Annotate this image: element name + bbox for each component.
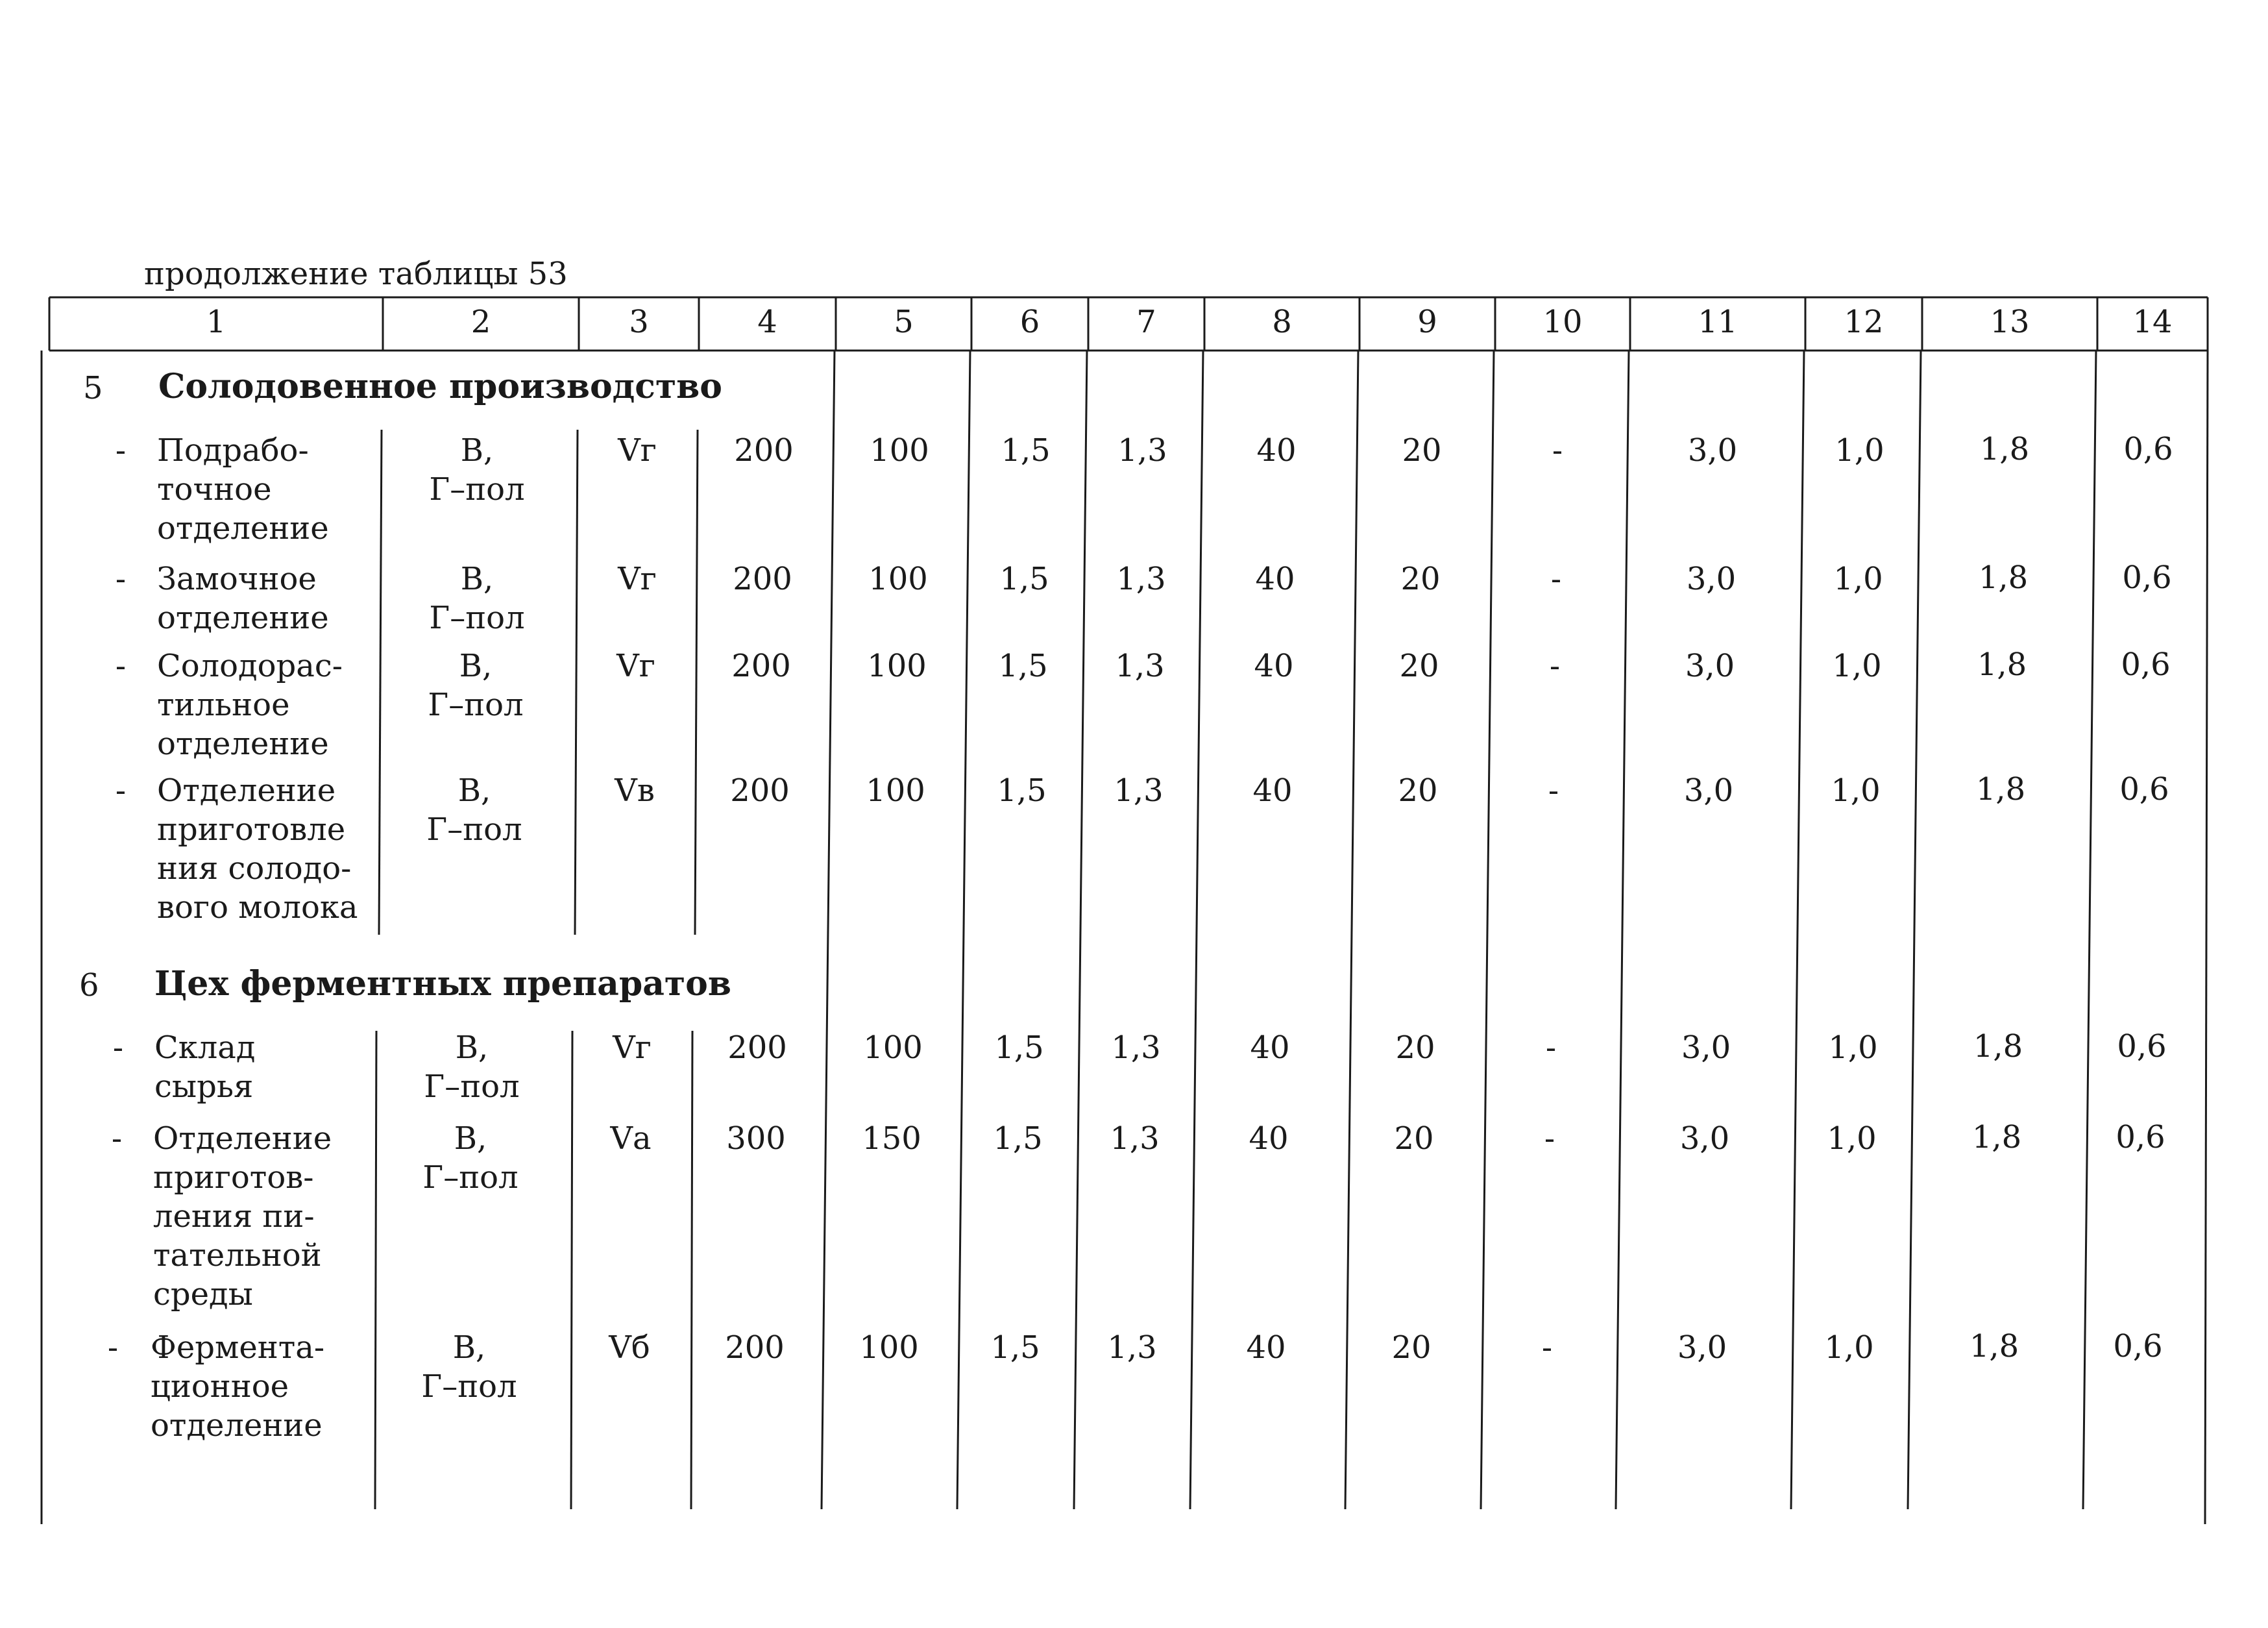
row-name-line: Фермента-: [151, 1329, 325, 1366]
cell-col-7: 1,3: [1115, 648, 1165, 684]
cell-col-4: 200: [733, 561, 792, 597]
row-category-line: Г–пол: [424, 1068, 520, 1105]
row-category-line: Г–пол: [429, 600, 525, 636]
cell-col-8: 40: [1249, 1120, 1289, 1157]
row-class: Vб: [609, 1329, 650, 1366]
section-title: Цех ферментных препаратов: [154, 964, 731, 1004]
cell-col-5: 100: [863, 1030, 923, 1066]
cell-col-14: 0,6: [2123, 431, 2173, 467]
row-name-line: ния солодо-: [157, 850, 352, 887]
cell-col-8: 40: [1252, 772, 1293, 809]
header-col-7: 7: [1136, 304, 1156, 340]
cell-col-14: 0,6: [2121, 647, 2171, 683]
header-col-3: 3: [629, 304, 649, 340]
row-name-line: приготов-: [153, 1159, 314, 1196]
table-caption: продолжение таблицы 53: [144, 256, 568, 292]
row-name-line: вого молока: [157, 889, 358, 926]
cell-col-4: 200: [734, 432, 794, 469]
cell-col-13: 1,8: [1978, 560, 2029, 596]
row-class: Vг: [613, 1030, 652, 1066]
cell-col-5: 100: [867, 648, 927, 684]
cell-col-12: 1,0: [1824, 1329, 1874, 1366]
cell-col-10: -: [1545, 1030, 1557, 1066]
cell-col-9: 20: [1402, 432, 1442, 469]
row-class: Vг: [618, 561, 657, 597]
section-number: 5: [83, 370, 103, 406]
cell-col-4: 200: [727, 1030, 787, 1066]
row-dash: -: [107, 1329, 119, 1366]
cell-col-11: 3,0: [1681, 1030, 1731, 1066]
cell-col-11: 3,0: [1683, 772, 1734, 809]
cell-col-14: 0,6: [2117, 1028, 2167, 1065]
header-col-10: 10: [1542, 304, 1583, 340]
header-col-11: 11: [1698, 304, 1738, 340]
cell-col-11: 3,0: [1677, 1329, 1727, 1366]
row-name-line: Солодорас-: [157, 648, 343, 684]
row-name-line: сырья: [154, 1068, 254, 1105]
cell-col-7: 1,3: [1116, 561, 1166, 597]
cell-col-14: 0,6: [2116, 1119, 2165, 1155]
cell-col-9: 20: [1399, 648, 1439, 684]
header-col-12: 12: [1844, 304, 1884, 340]
cell-col-4: 300: [726, 1120, 786, 1157]
row-name-line: отделение: [151, 1407, 323, 1444]
cell-col-8: 40: [1246, 1329, 1286, 1366]
cell-col-8: 40: [1255, 561, 1295, 597]
cell-col-6: 1,5: [998, 648, 1048, 684]
header-col-2: 2: [470, 304, 491, 340]
cell-col-7: 1,3: [1114, 772, 1164, 809]
cell-col-7: 1,3: [1107, 1329, 1157, 1366]
row-category-line: В,: [460, 561, 494, 597]
cell-col-8: 40: [1254, 648, 1294, 684]
row-name-line: Отделение: [153, 1120, 332, 1157]
header-col-5: 5: [894, 304, 914, 340]
row-category-line: В,: [455, 1030, 489, 1066]
row-name-line: приготовле: [157, 811, 346, 848]
row-name-line: Подрабо-: [157, 432, 309, 469]
cell-col-10: -: [1550, 561, 1562, 597]
row-name-line: ления пи-: [153, 1198, 315, 1235]
row-name-line: точное: [157, 471, 272, 508]
cell-col-5: 100: [859, 1329, 919, 1366]
row-name-line: Отделение: [157, 772, 336, 809]
row-name-line: Склад: [154, 1030, 256, 1066]
cell-col-10: -: [1541, 1329, 1553, 1366]
row-category-line: Г–пол: [422, 1159, 518, 1196]
cell-col-13: 1,8: [1979, 431, 2030, 467]
section-number: 6: [79, 967, 99, 1004]
cell-col-4: 200: [730, 772, 790, 809]
cell-col-9: 20: [1391, 1329, 1432, 1366]
cell-col-9: 20: [1395, 1030, 1435, 1066]
cell-col-12: 1,0: [1831, 772, 1881, 809]
cell-col-14: 0,6: [2119, 771, 2169, 808]
cell-col-6: 1,5: [997, 772, 1047, 809]
cell-col-7: 1,3: [1117, 432, 1167, 469]
header-col-13: 13: [1990, 304, 2030, 340]
row-dash: -: [115, 561, 127, 597]
row-class: Vа: [610, 1120, 652, 1157]
cell-col-9: 20: [1400, 561, 1441, 597]
cell-col-5: 100: [870, 432, 929, 469]
cell-col-9: 20: [1394, 1120, 1434, 1157]
cell-col-12: 1,0: [1833, 561, 1883, 597]
row-dash: -: [111, 1120, 123, 1157]
section-title: Солодовенное производство: [158, 367, 722, 406]
cell-col-14: 0,6: [2113, 1328, 2163, 1364]
header-col-4: 4: [757, 304, 777, 340]
row-category-line: Г–пол: [426, 811, 522, 848]
row-category-line: Г–пол: [429, 471, 525, 508]
header-col-14: 14: [2132, 304, 2173, 340]
row-dash: -: [115, 772, 127, 809]
cell-col-6: 1,5: [994, 1030, 1044, 1066]
cell-col-6: 1,5: [993, 1120, 1043, 1157]
cell-col-8: 40: [1256, 432, 1297, 469]
cell-col-4: 200: [731, 648, 791, 684]
cell-col-11: 3,0: [1685, 648, 1735, 684]
cell-col-4: 200: [725, 1329, 785, 1366]
cell-col-7: 1,3: [1110, 1120, 1160, 1157]
row-name-line: тильное: [157, 687, 290, 723]
row-category-line: В,: [459, 648, 493, 684]
cell-col-10: -: [1549, 648, 1561, 684]
row-category-line: В,: [460, 432, 494, 469]
cell-col-10: -: [1552, 432, 1563, 469]
header-col-8: 8: [1272, 304, 1292, 340]
header-col-6: 6: [1019, 304, 1040, 340]
header-col-9: 9: [1417, 304, 1437, 340]
row-dash: -: [112, 1030, 124, 1066]
cell-col-11: 3,0: [1679, 1120, 1730, 1157]
cell-col-9: 20: [1398, 772, 1438, 809]
row-category-line: В,: [457, 772, 491, 809]
row-dash: -: [115, 432, 127, 469]
row-name-line: отделение: [157, 726, 329, 762]
row-name-line: ционное: [151, 1368, 289, 1405]
row-name-line: отделение: [157, 600, 329, 636]
cell-col-6: 1,5: [990, 1329, 1040, 1366]
cell-col-12: 1,0: [1827, 1120, 1877, 1157]
row-category-line: Г–пол: [428, 687, 524, 723]
cell-col-13: 1,8: [1977, 647, 2027, 683]
row-name-line: отделение: [157, 510, 329, 547]
cell-col-12: 1,0: [1832, 648, 1882, 684]
cell-col-13: 1,8: [1975, 771, 2026, 808]
cell-col-8: 40: [1250, 1030, 1290, 1066]
row-name-line: тательной: [153, 1237, 322, 1274]
cell-col-5: 100: [866, 772, 925, 809]
cell-col-12: 1,0: [1828, 1030, 1878, 1066]
cell-col-5: 150: [862, 1120, 921, 1157]
row-category-line: В,: [454, 1120, 487, 1157]
cell-col-11: 3,0: [1687, 432, 1738, 469]
cell-col-11: 3,0: [1686, 561, 1737, 597]
cell-col-10: -: [1548, 772, 1559, 809]
cell-col-14: 0,6: [2122, 560, 2172, 596]
header-col-1: 1: [206, 304, 226, 340]
cell-col-13: 1,8: [1973, 1028, 2023, 1065]
cell-col-6: 1,5: [1001, 432, 1051, 469]
row-category-line: Г–пол: [421, 1368, 517, 1405]
cell-col-7: 1,3: [1111, 1030, 1161, 1066]
row-dash: -: [115, 648, 127, 684]
row-name-line: Замочное: [157, 561, 317, 597]
row-class: Vг: [618, 432, 657, 469]
row-class: Vв: [615, 772, 655, 809]
cell-col-12: 1,0: [1835, 432, 1884, 469]
cell-col-6: 1,5: [999, 561, 1049, 597]
cell-col-13: 1,8: [1969, 1328, 2019, 1364]
row-name-line: среды: [153, 1276, 253, 1313]
cell-col-10: -: [1544, 1120, 1555, 1157]
cell-col-13: 1,8: [1971, 1119, 2022, 1155]
cell-col-5: 100: [868, 561, 928, 597]
row-category-line: В,: [452, 1329, 486, 1366]
row-class: Vг: [616, 648, 655, 684]
